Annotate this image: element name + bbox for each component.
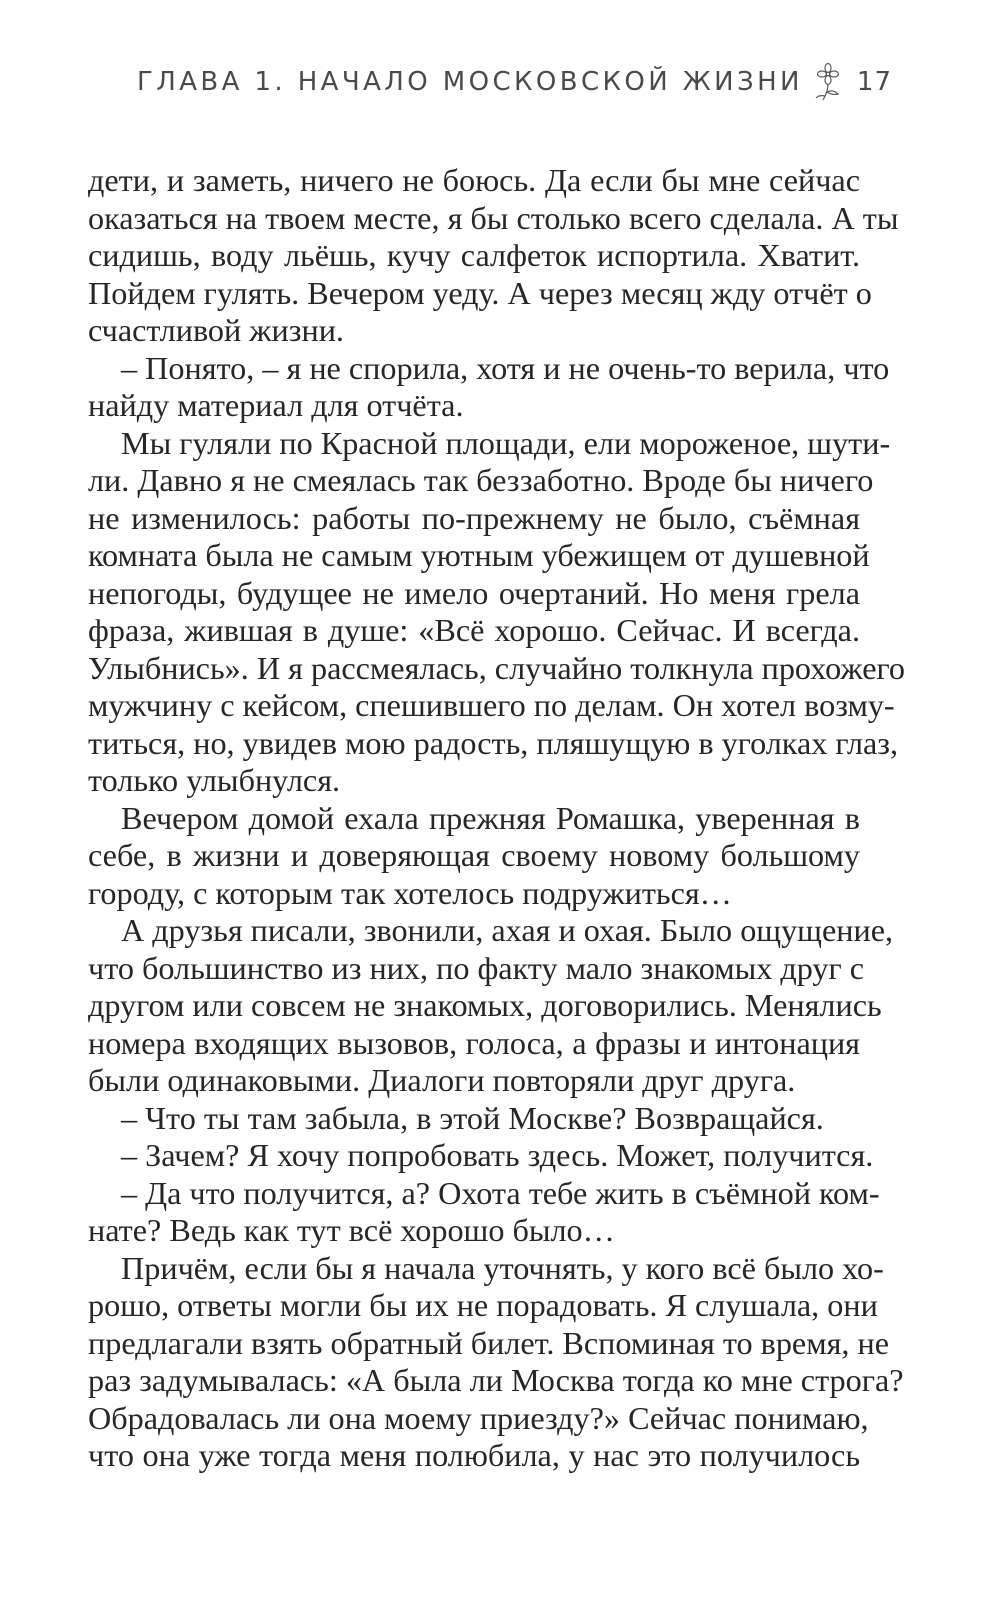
text-line: комната была не самым уютным убежищем от душевной	[88, 537, 870, 573]
text-line: непогоды, будущее не имело очертаний. Но меня грела	[88, 574, 860, 611]
text-line: сидишь, воду льёшь, кучу салфеток испортила. Хватит.	[88, 237, 860, 273]
text-line: были одинаковыми. Диалоги повторяли друг друга.	[88, 1062, 796, 1098]
text-line: найду материал для отчёта.	[88, 387, 464, 423]
text-line: другом или совсем не знакомых, договорились. Менялись	[88, 987, 882, 1023]
text-line: мужчину с кейсом, спешившего по делам. Он хотел возму-	[88, 687, 895, 723]
text-line: что она уже тогда меня полюбила, у нас это получилось	[88, 1437, 860, 1473]
running-header	[137, 62, 892, 102]
text-line: не изменилось: работы по-прежнему не было, съёмная	[88, 499, 860, 536]
text-line: нате? Ведь как тут всё хорошо было…	[88, 1212, 615, 1248]
text-line: предлагали взять обратный билет. Вспоминая то время, не	[88, 1324, 889, 1361]
text-line: Пойдем гулять. Вечером уеду. А через месяц жду отчёт о	[88, 274, 872, 311]
text-line: Вечером домой ехала прежняя Ромашка, уверенная в	[121, 799, 860, 836]
text-line: только улыбнулся.	[88, 762, 341, 798]
text-line: счастливой жизни.	[88, 312, 344, 348]
text-line: – Понято, – я не спорила, хотя и не очень-то верила, что	[121, 349, 890, 386]
text-line: ли. Давно я не смеялась так беззаботно. Вроде бы ничего	[88, 462, 874, 498]
page-number: 17	[856, 67, 892, 97]
text-line: городу, с которым так хотелось подружиться…	[88, 874, 732, 911]
text-line: фраза, жившая в душе: «Всё хорошо. Сейчас. И всегда.	[88, 612, 860, 648]
text-line: А друзья писали, звонили, ахая и охая. Было ощущение,	[121, 912, 894, 948]
flower-sprig-icon	[811, 62, 845, 102]
text-line: раз задумывалась: «А была ли Москва тогда ко мне строга?	[88, 1362, 904, 1398]
text-line: оказаться на твоем месте, я бы столько всего сделала. А ты	[88, 199, 899, 236]
text-line: Причём, если бы я начала уточнять, у кого всё было хо-	[121, 1249, 884, 1286]
text-line: Мы гуляли по Красной площади, ели мороженое, шути-	[121, 424, 891, 461]
chapter-title: ГЛАВА 1. НАЧАЛО МОСКОВСКОЙ ЖИЗНИ	[136, 67, 803, 97]
text-line: – Зачем? Я хочу попробовать здесь. Может, получится.	[121, 1137, 874, 1173]
text-line: Обрадовалась ли она моему приезду?» Сейчас понимаю,	[88, 1399, 869, 1436]
text-line: титься, но, увидев мою радость, пляшущую в уголках глаз,	[88, 724, 899, 761]
text-line: себе, в жизни и доверяющая своему новому большому	[88, 837, 860, 873]
text-line: рошо, ответы могли бы их не порадовать. Я слушала, они	[88, 1287, 878, 1323]
text-line: дети, и заметь, ничего не боюсь. Да если бы мне сейчас	[88, 162, 860, 198]
text-line: – Да что получится, а? Охота тебе жить в съёмной ком-	[121, 1174, 880, 1211]
text-line: – Что ты там забыла, в этой Москве? Возвращайся.	[121, 1099, 824, 1136]
text-line: Улыбнись». И я рассмеялась, случайно толкнула прохожего	[88, 649, 905, 686]
text-line: номера входящих вызовов, голоса, а фразы и интонация	[88, 1024, 860, 1061]
body-text	[88, 162, 905, 1475]
text-line: что большинство из них, по факту мало знакомых друг с	[88, 949, 865, 986]
